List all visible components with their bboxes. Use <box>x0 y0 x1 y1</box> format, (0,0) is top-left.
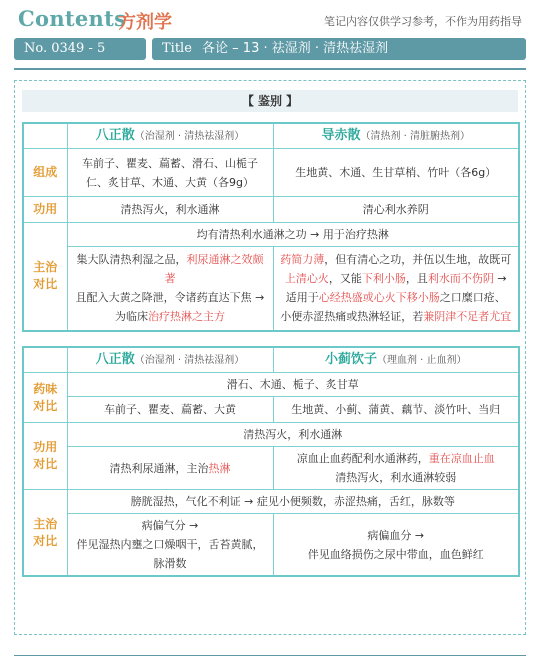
table-header-row <box>23 123 519 149</box>
column-header-daochisan <box>273 123 519 149</box>
ingredients-cell: 生地黄、小蓟、蒲黄、藕节、淡竹叶、当归 <box>273 397 519 423</box>
highlight-text: 治疗热淋之主方 <box>148 310 225 324</box>
shared-indication-cell: 膀胱湿热，气化不利证 → 症见小便频数，赤涩热痛，舌红，脉数等 <box>67 490 519 514</box>
text-run: 为临床 <box>115 310 148 324</box>
formula-name: 八正散 <box>95 128 135 143</box>
composition-cell: 车前子、瞿麦、萹蓄、滑石、山栀子仁、炙甘草、木通、大黄（各9g） <box>67 149 273 197</box>
ingredients-cell: 车前子、瞿麦、萹蓄、大黄 <box>67 397 273 423</box>
highlight-text: 热淋 <box>208 461 231 475</box>
text-run: → <box>493 272 507 286</box>
comparison-table-bazheng-daochi <box>22 122 520 332</box>
label-line: 主治 <box>33 516 58 531</box>
disclaimer-text: 笔记内容仅供学习参考，不作为用药指导 <box>324 15 522 28</box>
text-run: 清热利尿通淋，主治 <box>109 461 209 475</box>
formula-category: （清热剂 · 清脏腑热剂） <box>360 131 471 142</box>
highlight-text: 药简力薄 <box>280 253 325 267</box>
label-line: 药味 <box>33 381 58 396</box>
column-header-bazhengsan <box>67 347 273 373</box>
shared-ingredients-cell: 滑石、木通、栀子、炙甘草 <box>67 373 519 397</box>
text-run: 病偏气分 → <box>141 519 199 532</box>
shared-indication-cell: 均有清热利水通淋之功 → 用于治疗热淋 <box>67 223 519 247</box>
highlight-text: 利尿通淋之效颇著 <box>164 253 264 286</box>
composition-cell: 生地黄、木通、生甘草梢、竹叶（各6g） <box>273 149 519 197</box>
formula-category: （治湿剂 · 清热祛湿剂） <box>134 355 245 366</box>
column-header-xiaojiyinzi <box>273 347 519 373</box>
indication-cell <box>273 514 519 577</box>
formula-category: （理血剂 · 止血剂） <box>376 355 467 366</box>
column-header-bazhengsan <box>67 123 273 149</box>
corner-cell <box>23 347 67 373</box>
table-row <box>23 447 519 490</box>
corner-cell <box>23 123 67 149</box>
text-run: 小便赤涩热痛或热淋轻证，若 <box>280 310 424 324</box>
highlight-text: 下利小肠 <box>361 272 406 286</box>
row-label-composition: 组成 <box>23 149 67 197</box>
highlight-text: 利水而不伤阴 <box>427 272 494 286</box>
indication-cell <box>67 514 273 577</box>
section-title: 【 鉴别 】 <box>22 90 518 112</box>
brand-english: Contents <box>18 6 127 31</box>
formula-name: 小蓟饮子 <box>324 352 377 367</box>
row-label-indication <box>23 223 67 331</box>
formula-name: 导赤散 <box>321 128 361 143</box>
indication-cell <box>67 247 273 331</box>
table-row <box>23 397 519 423</box>
note-title: 各论 – 13 · 祛湿剂 · 清热祛湿剂 <box>202 41 389 56</box>
table-row <box>23 373 519 397</box>
function-cell: 清热泻火，利水通淋 <box>67 197 273 223</box>
table-row <box>23 223 519 247</box>
formula-category: （治湿剂 · 清热祛湿剂） <box>134 131 245 142</box>
text-run: 之口糜口疮、 <box>439 291 506 305</box>
text-run: 清热泻火，利水通淋较弱 <box>335 471 457 484</box>
table-row <box>23 490 519 514</box>
highlight-text: 重在凉血止血 <box>428 452 495 465</box>
footer-divider <box>14 655 526 656</box>
text-run: ，但有清心之功，并伍以生地，故既可 <box>324 253 512 267</box>
header-divider <box>14 68 526 70</box>
highlight-text: 心经热盛或心火下移小肠 <box>318 291 440 305</box>
highlight-text: 兼阴津不足者尤宜 <box>423 310 512 324</box>
note-title-bar <box>152 38 526 60</box>
label-line: 对比 <box>33 398 58 413</box>
function-cell: 清心利水养阴 <box>273 197 519 223</box>
note-number: No. 0349 - 5 <box>14 38 146 60</box>
label-line: 对比 <box>33 277 58 292</box>
label-line: 对比 <box>33 457 58 471</box>
label-line: 功用 <box>33 440 58 454</box>
table-row <box>23 247 519 331</box>
table-row <box>23 423 519 447</box>
shared-function-cell: 清热泻火，利水通淋 <box>67 423 519 447</box>
page-header <box>0 0 540 34</box>
text-run: 集大队清热利湿之品， <box>76 253 187 267</box>
row-label-ingredients <box>23 373 67 423</box>
text-run: 适用于 <box>285 291 319 305</box>
text-run: 伴见湿热内壅之口燥咽干，舌苔黄腻，脉滑数 <box>76 538 264 570</box>
label-line: 对比 <box>33 533 58 548</box>
table-row <box>23 197 519 223</box>
function-cell <box>273 447 519 490</box>
table-header-row <box>23 347 519 373</box>
indication-cell <box>273 247 519 331</box>
function-cell <box>67 447 273 490</box>
text-run: ，且 <box>405 272 428 286</box>
table-row <box>23 149 519 197</box>
text-run: 凉血止血药配利水通淋药， <box>296 452 429 465</box>
title-word: Title <box>162 41 192 56</box>
text-run: 且配入大黄之降泄，令诸药直达下焦 → <box>75 291 265 305</box>
table-row <box>23 514 519 577</box>
text-run: 病偏血分 → <box>367 528 425 542</box>
brand-chinese: 方剂学 <box>118 12 172 33</box>
row-label-function: 功用 <box>23 197 67 223</box>
comparison-table-bazheng-xiaoji <box>22 346 520 577</box>
text-run: ，又能 <box>328 272 362 286</box>
label-line: 主治 <box>33 260 58 275</box>
row-label-function <box>23 423 67 490</box>
highlight-text: 上清心火 <box>284 272 329 286</box>
formula-name: 八正散 <box>95 352 135 367</box>
text-run: 伴见血络损伤之尿中带血，血色鲜红 <box>307 547 484 561</box>
row-label-indication <box>23 490 67 577</box>
